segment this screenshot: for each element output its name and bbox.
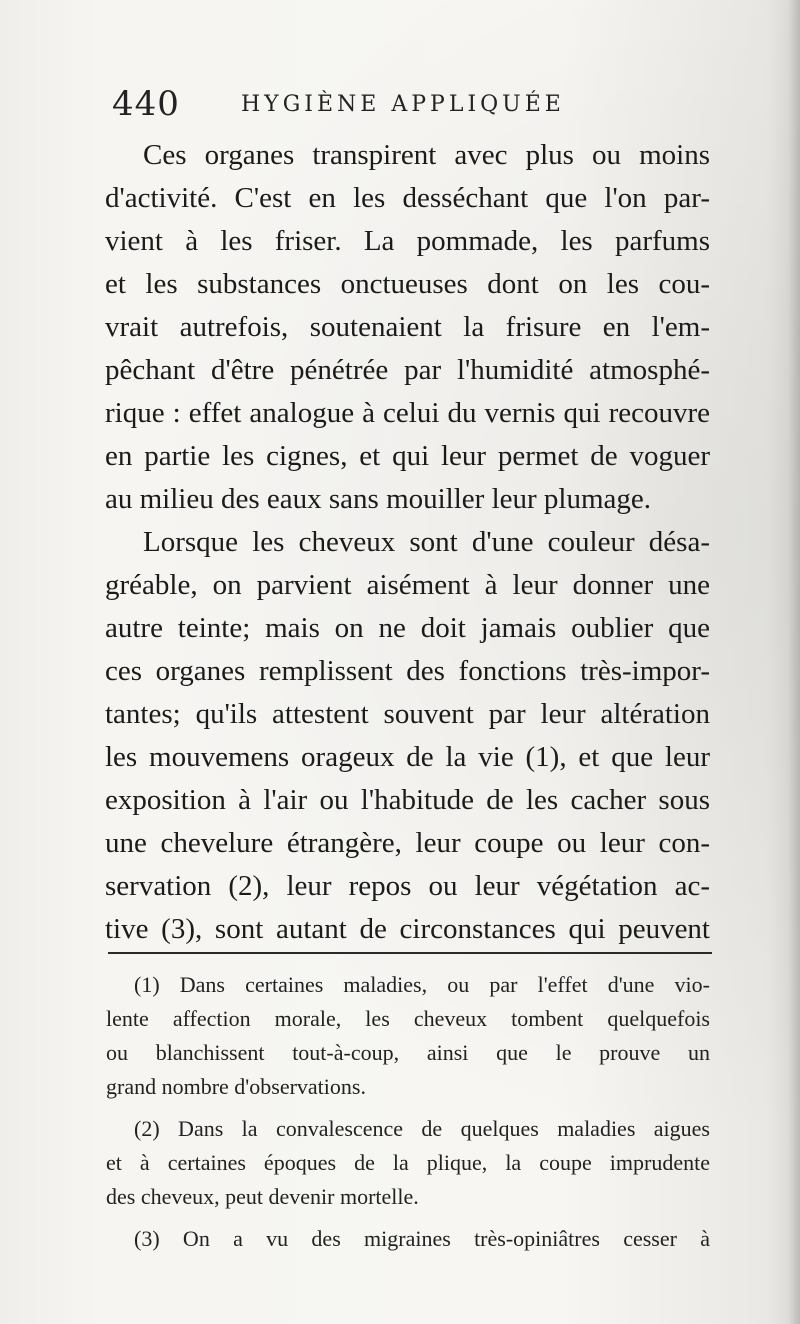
- footnote-line: et à certaines époques de la plique, la coupe imprudente: [106, 1150, 710, 1175]
- text-line: pêchant d'être pénétrée par l'humidité atmosphé-: [105, 354, 710, 386]
- footnote-line: des cheveux, peut devenir mortelle.: [106, 1184, 419, 1209]
- footnote-line: grand nombre d'observations.: [106, 1074, 366, 1099]
- footnote-line: (2) Dans la convalescence de quelques maladies aigues: [134, 1116, 710, 1141]
- running-head: HYGIÈNE APPLIQUÉE: [241, 92, 565, 117]
- footnote-separator: [108, 952, 712, 954]
- text-line: en partie les cignes, et qui leur permet de voguer: [105, 440, 710, 472]
- text-line: ces organes remplissent des fonctions très-impor-: [105, 655, 710, 687]
- text-line: rique : effet analogue à celui du vernis qui recouvre: [105, 397, 710, 429]
- page-edge-shadow: [788, 0, 800, 1324]
- footnote-line: (1) Dans certaines maladies, ou par l'effet d'une vio-: [134, 972, 710, 997]
- body-text: [105, 134, 710, 951]
- text-line: exposition à l'air ou l'habitude de les cacher sous: [105, 784, 710, 816]
- text-line: d'activité. C'est en les desséchant que l'on par-: [105, 182, 710, 214]
- page-number: 440: [112, 84, 180, 124]
- text-line: Lorsque les cheveux sont d'une couleur désa-: [143, 526, 710, 558]
- text-line: gréable, on parvient aisément à leur donner une: [105, 569, 710, 601]
- text-line: Ces organes transpirent avec plus ou moins: [143, 139, 710, 171]
- text-line: et les substances onctueuses dont on les cou-: [105, 268, 710, 300]
- footnote-line: (3) On a vu des migraines très-opiniâtres cesser à: [134, 1226, 710, 1251]
- text-line: tantes; qu'ils attestent souvent par leur altération: [105, 698, 710, 730]
- text-line: vient à les friser. La pommade, les parfums: [105, 225, 710, 257]
- text-line: les mouvemens orageux de la vie (1), et que leur: [105, 741, 710, 773]
- text-line: autre teinte; mais on ne doit jamais oublier que: [105, 612, 710, 644]
- text-line: servation (2), leur repos ou leur végétation ac-: [105, 870, 710, 902]
- footnote-line: lente affection morale, les cheveux tombent quelquefois: [106, 1006, 710, 1031]
- text-line: au milieu des eaux sans mouiller leur plumage.: [105, 483, 652, 515]
- footnote-line: ou blanchissent tout-à-coup, ainsi que le prouve un: [106, 1040, 710, 1065]
- text-line: une chevelure étrangère, leur coupe ou leur con-: [105, 827, 710, 859]
- text-line: vrait autrefois, soutenaient la frisure en l'em-: [105, 311, 710, 343]
- footnotes: [106, 968, 710, 1256]
- text-line: tive (3), sont autant de circonstances qui peuvent: [105, 913, 710, 945]
- page-header: [108, 84, 668, 124]
